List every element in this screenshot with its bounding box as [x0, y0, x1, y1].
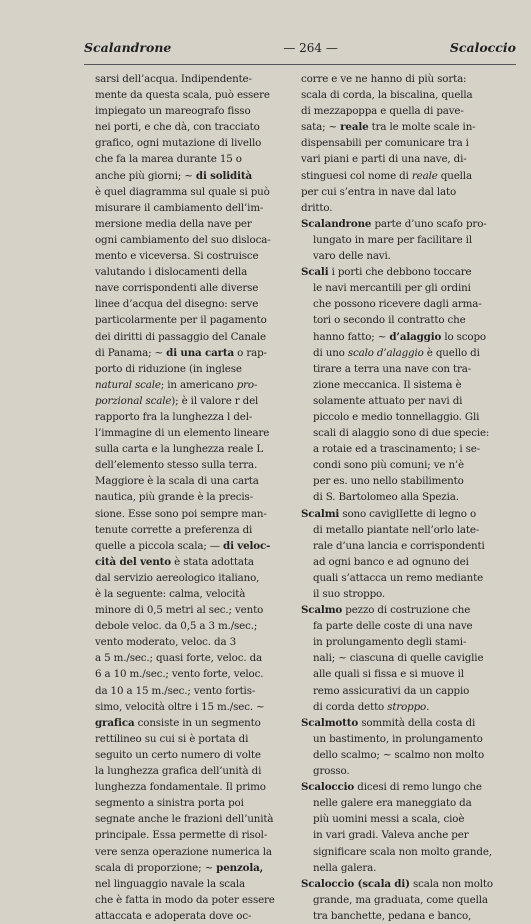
left-column-line: porto di riduzione (in inglese: [95, 362, 242, 375]
left-column-line: da 10 a 15 m./sec.; vento fortis-: [95, 684, 256, 697]
right-column-line: quali s’attacca un remo mediante: [313, 571, 484, 584]
right-column-line: stinguesi col nome di reale quella: [301, 169, 472, 182]
page-number: — 264 —: [283, 41, 338, 55]
right-column-line: tirare a terra una nave con tra-: [313, 362, 472, 375]
left-column-line: attaccata e adoperata dove oc-: [95, 909, 252, 922]
right-column-line: remo assicurativi da un cappio: [313, 684, 470, 697]
left-column-line: quelle a piccola scala; — di veloc-: [95, 539, 271, 552]
left-column-line: che è fatta in modo da poter essere: [95, 893, 275, 906]
left-column-line: dal servizio aereologico italiano,: [95, 571, 260, 584]
left-column-line: rettilineo su cui si è portata di: [95, 732, 249, 745]
right-column-line: nelle galere era maneggiato da: [313, 797, 472, 810]
left-column-line: linee d’acqua del disegno: serve: [95, 298, 259, 311]
left-column-line: particolarmente per il pagamento: [95, 314, 267, 327]
right-column-line: hanno fatto; ~ d’alaggio lo scopo: [313, 330, 486, 343]
left-column-line: ogni cambiamento del suo disloca-: [95, 233, 271, 246]
left-column-line: valutando i dislocamenti della: [95, 266, 248, 279]
left-column-line: misurare il cambiamento dell’im-: [95, 201, 264, 214]
left-column-line: anche più giorni; ~ di solidità: [95, 169, 252, 182]
left-column-line: debole veloc. da 0,5 a 3 m./sec.;: [95, 620, 258, 633]
right-column-line: Scalandrone parte d’uno scafo pro-: [301, 217, 487, 230]
right-column-line: vari piani e parti di una nave, di-: [301, 153, 467, 166]
left-column-line: è la seguente: calma, velocità: [95, 588, 246, 600]
left-column: [95, 71, 297, 924]
right-column-line: Scalmotto sommità della costa di: [301, 716, 476, 729]
left-column-line: principale. Essa permette di risol-: [95, 829, 268, 842]
left-column-line: dei diritti di passaggio del Canale: [95, 330, 266, 343]
right-column-line: scala di corda, la biscalina, quella: [301, 89, 473, 102]
left-column-line: di Panama; ~ di una carta o rap-: [95, 346, 267, 359]
left-column-line: seguito un certo numero di volte: [95, 748, 261, 761]
right-column-line: condi sono più comuni; ve n’è: [313, 459, 464, 472]
left-column-line: tenute corrette a preferenza di: [95, 523, 253, 536]
right-column-line: grande, ma graduata, come quella: [313, 893, 488, 906]
left-column-line: Maggiore è la scala di una carta: [95, 475, 259, 488]
left-column-line: lunghezza fondamentale. Il primo: [95, 781, 266, 794]
left-column-line: porzional scale); è il valore r del: [95, 394, 259, 407]
right-column-line: sata; ~ reale tra le molte scale in-: [301, 121, 476, 134]
header-rule: [84, 64, 516, 65]
left-column-line: scala di proporzione; ~ penzola,: [95, 861, 264, 874]
left-column-line: rapporto fra la lunghezza l del-: [95, 410, 253, 423]
right-column-line: Scali i porti che debbono toccare: [301, 266, 472, 279]
left-column-line: mento e viceversa. Si costruisce: [95, 250, 259, 263]
left-column-line: dell’elemento stesso sulla terra.: [95, 459, 258, 472]
right-column: [301, 71, 519, 924]
left-column-line: nave corrispondenti alle diverse: [95, 282, 259, 295]
right-column-line: Scalmo pezzo di costruzione che: [301, 604, 471, 617]
header-left-headword: Scalandrone: [84, 40, 172, 55]
right-column-line: nali; ~ ciascuna di quelle caviglie: [313, 652, 484, 665]
left-column-line: è quel diagramma sul quale si può: [95, 185, 270, 198]
right-column-line: corre e ve ne hanno di più sorta:: [301, 73, 467, 85]
right-column-line: piccolo e medio tonnellaggio. Gli: [313, 410, 480, 423]
left-column-line: mersione media della nave per: [95, 217, 252, 230]
right-column-line: un bastimento, in prolungamento: [313, 732, 483, 745]
right-column-line: Scalmi sono caviglIette di legno o: [301, 507, 477, 520]
right-column-line: tori o secondo il contratto che: [313, 314, 466, 327]
right-column-line: in prolungamento degli stami-: [313, 636, 467, 649]
right-column-line: grosso.: [313, 765, 350, 778]
right-column-line: varo delle navi.: [313, 250, 391, 263]
left-column-line: segmento a sinistra porta poi: [95, 797, 244, 810]
left-column-line: nautica, più grande è la precis-: [95, 491, 254, 504]
left-column-line: la lunghezza grafica dell’unità di: [95, 765, 262, 778]
right-column-line: di mezzapoppa e quella di pave-: [301, 105, 464, 118]
right-column-line: più uomini messi a scala, cioè: [313, 813, 465, 826]
left-column-line: a 5 m./sec.; quasi forte, veloc. da: [95, 652, 263, 665]
right-column-line: le navi mercantili per gli ordini: [313, 282, 471, 295]
left-column-line: sarsi dell’acqua. Indipendente-: [95, 73, 252, 85]
right-column-line: a rotaie ed a trascinamento; i se-: [313, 443, 481, 456]
left-column-line: impiegato un mareografo fisso: [95, 105, 251, 118]
left-column-line: natural scale; in americano pro-: [95, 378, 258, 391]
page-header: [84, 40, 516, 56]
right-column-line: solamente attuato per navi di: [313, 394, 463, 407]
right-column-line: fa parte delle coste di una nave: [313, 620, 473, 633]
left-column-line: 6 a 10 m./sec.; vento forte, veloc.: [95, 668, 264, 681]
right-column-line: dello scalmo; ~ scalmo non molto: [313, 748, 485, 761]
right-column-line: di uno scalo d’alaggio è quello di: [313, 346, 480, 359]
left-column-line: segnate anche le frazioni dell’unità: [95, 813, 274, 826]
right-column-line: rale d’una lancia e corrispondenti: [313, 539, 485, 552]
right-column-line: Scaloccio dicesi di remo lungo che: [301, 781, 482, 794]
left-column-line: sione. Esse sono poi sempre man-: [95, 507, 267, 520]
left-column-line: nel linguaggio navale la scala: [95, 877, 246, 890]
right-column-line: tra banchette, pedana e banco,: [313, 909, 472, 922]
right-column-line: dritto.: [301, 201, 333, 214]
right-column-line: scali di alaggio sono di due specie:: [313, 427, 490, 440]
header-right-headword: Scaloccio: [449, 40, 516, 55]
right-column-line: dispensabili per comunicare tra i: [301, 137, 469, 150]
left-column-line: cità del vento è stata adottata: [95, 555, 254, 568]
left-column-line: grafico, ogni mutazione di livello: [95, 137, 262, 150]
left-column-line: che fa la marea durante 15 o: [95, 153, 242, 166]
right-column-line: il suo stroppo.: [313, 588, 386, 600]
right-column-line: per es. uno nello stabilimento: [313, 475, 464, 488]
left-column-line: nei porti, e che dà, con tracciato: [95, 121, 260, 134]
right-column-line: alle quali si fissa e si muove il: [313, 668, 464, 681]
right-column-line: significare scala non molto grande,: [313, 845, 492, 858]
left-column-line: vento moderato, veloc. da 3: [95, 636, 236, 649]
left-column-line: l’immagine di un elemento lineare: [95, 427, 270, 440]
left-column-line: sulla carta e la lunghezza reale L: [95, 443, 264, 456]
right-column-line: Scaloccio (scala di) scala non molto: [301, 877, 493, 890]
right-column-line: di S. Bartolomeo alla Spezia.: [313, 491, 459, 504]
right-column-line: di metallo piantate nell’orlo late-: [313, 523, 480, 536]
right-column-line: zione meccanica. Il sistema è: [313, 378, 462, 391]
right-column-line: per cui s’entra in nave dal lato: [301, 185, 457, 198]
right-column-line: ad ogni banco e ad ognuno dei: [313, 555, 469, 568]
left-column-line: simo, velocità oltre i 15 m./sec. ~: [95, 700, 265, 713]
left-column-line: mente da questa scala, può essere: [95, 89, 270, 102]
left-column-line: minore di 0,5 metri al sec.; vento: [95, 604, 264, 617]
right-column-line: che possono ricevere dagli arma-: [313, 298, 482, 311]
left-column-line: vere senza operazione numerica la: [95, 845, 272, 858]
right-column-line: lungato in mare per facilitare il: [313, 233, 472, 246]
right-column-line: nella galera.: [313, 861, 377, 874]
right-column-line: di corda detto stroppo.: [313, 700, 430, 713]
left-column-line: grafica consiste in un segmento: [95, 716, 261, 729]
right-column-line: in vari gradi. Valeva anche per: [313, 829, 469, 842]
